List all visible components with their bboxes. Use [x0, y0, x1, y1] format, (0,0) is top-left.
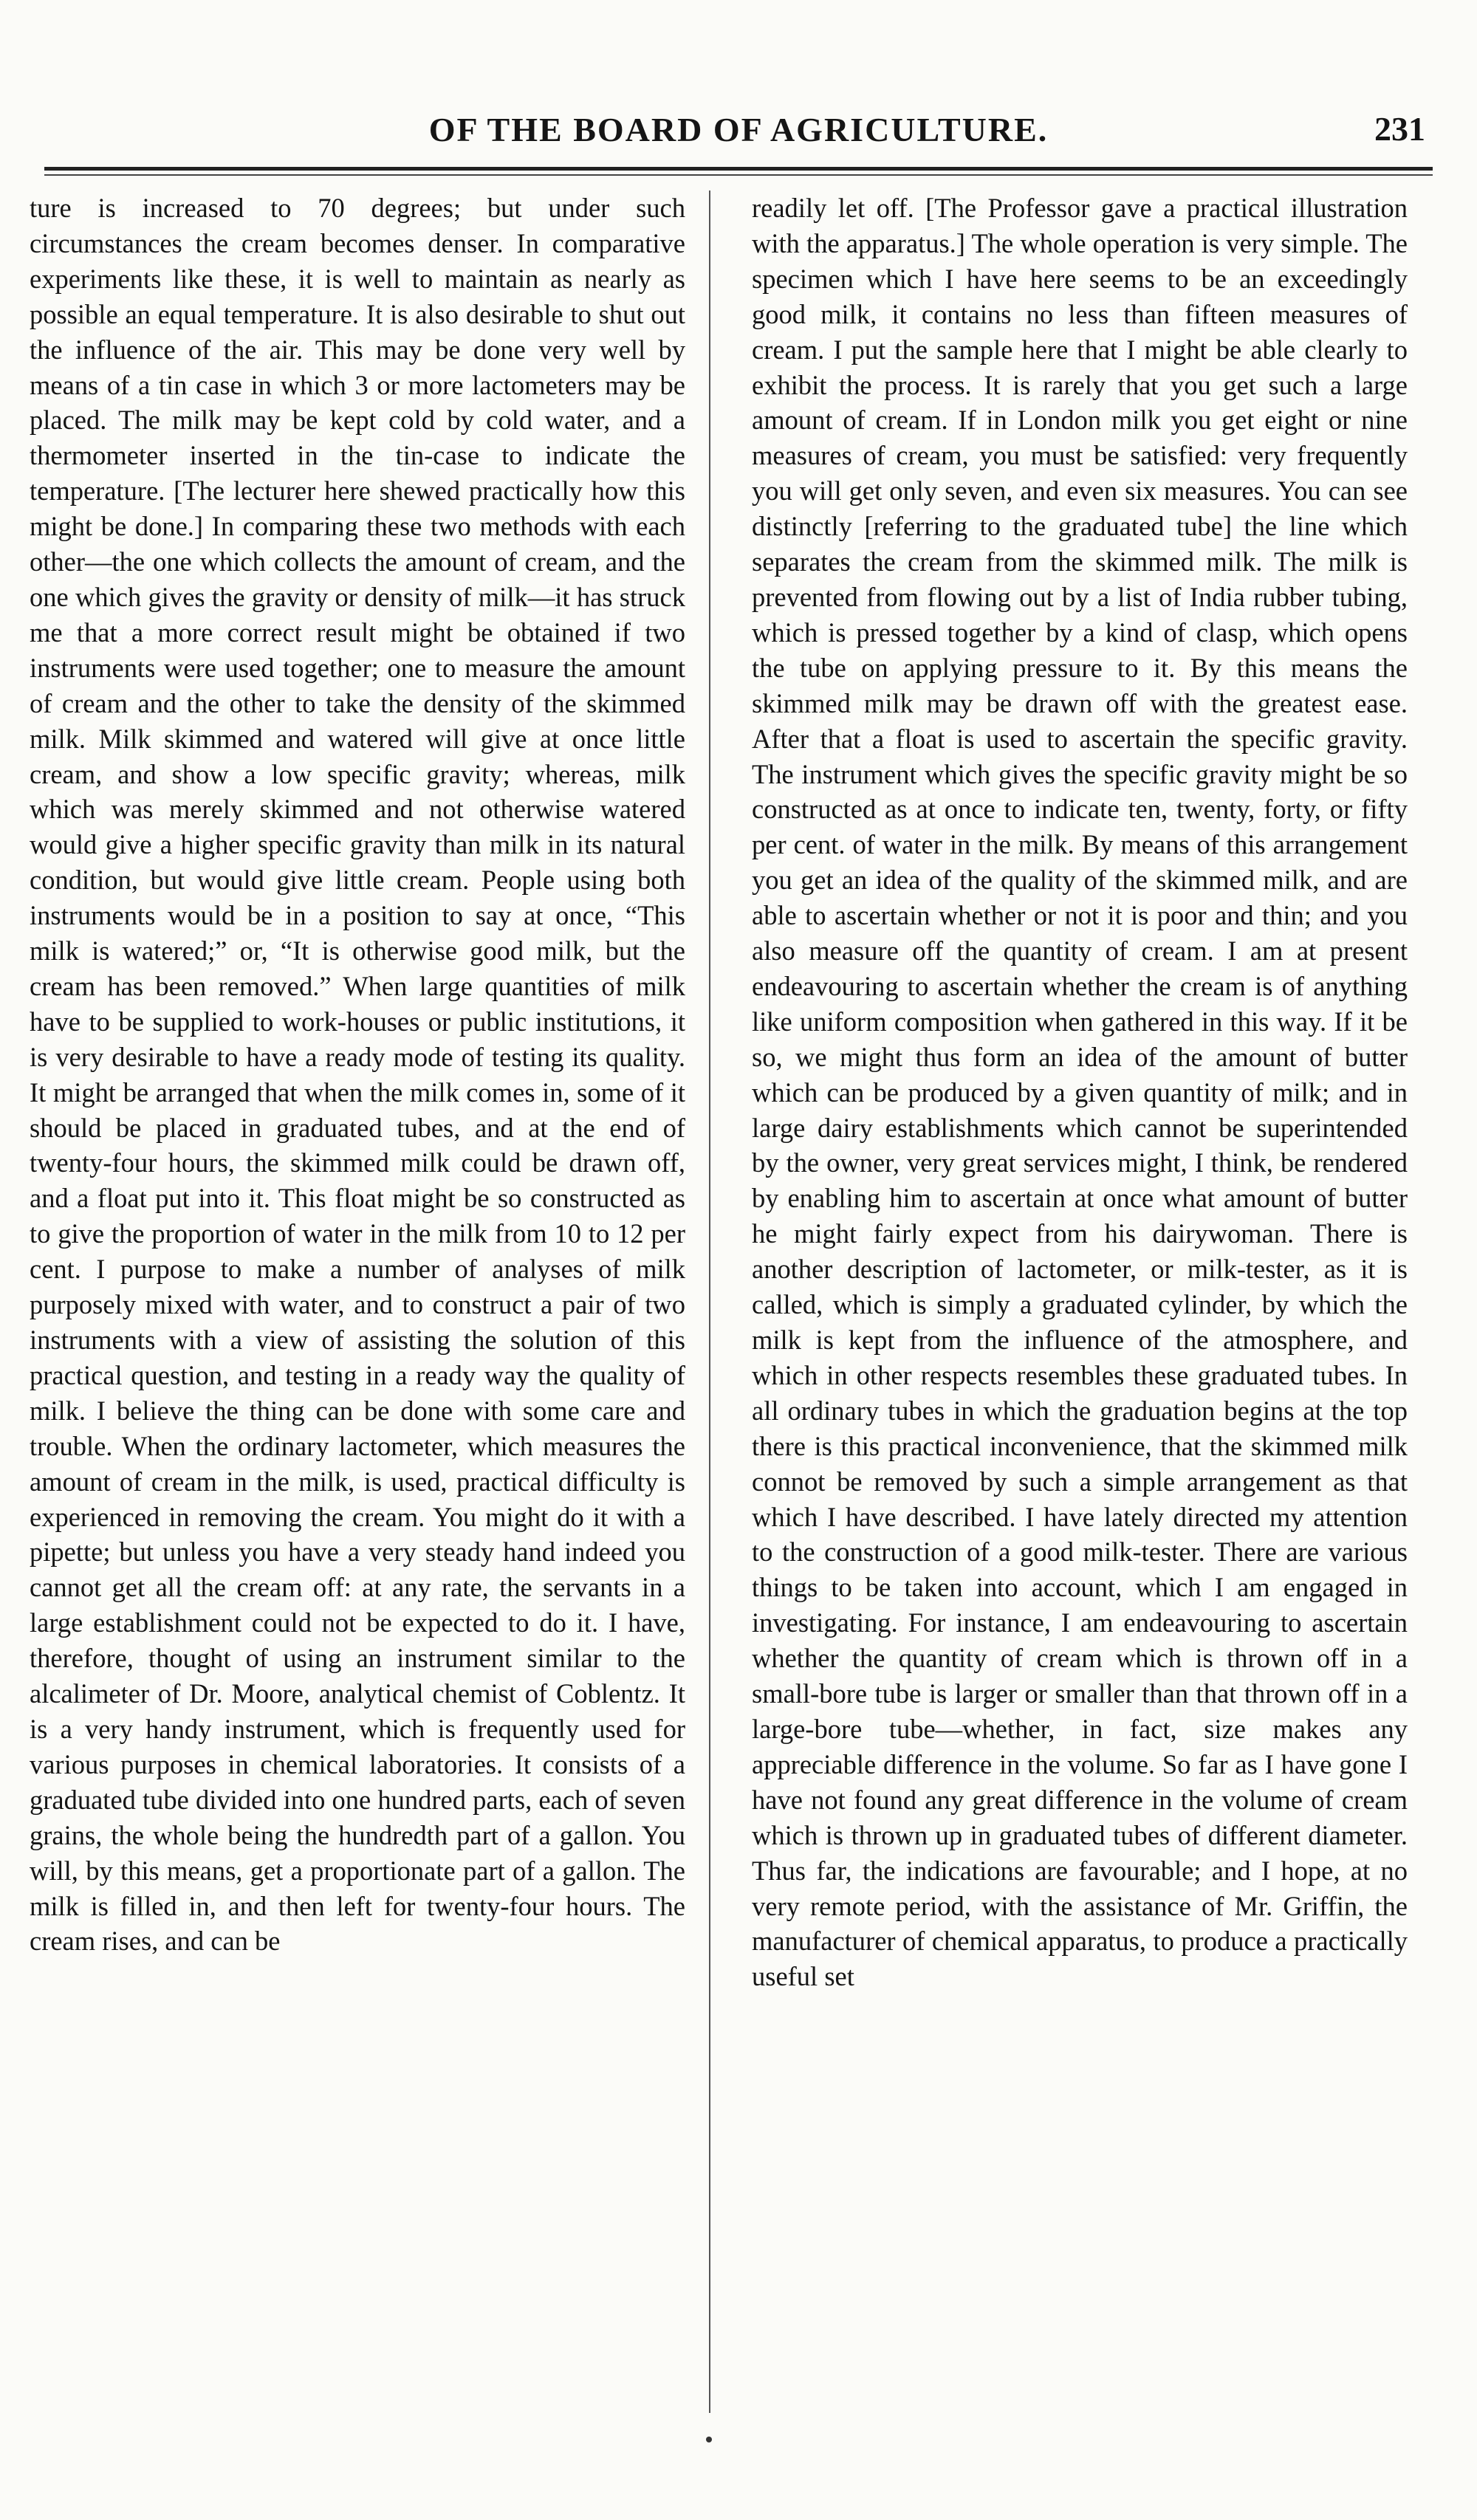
right-column [752, 190, 1408, 1994]
column-divider [709, 190, 710, 2413]
left-column-text: ture is increased to 70 degrees; but under such circumstances the cream becomes denser. In comparative experiments like these, it is well to maintain as nearly as possible an equal temperature. It is also desirable to shut out the influence of the air. This may be done very well by means of a tin case in which 3 or more lactometers may be placed. The milk may be kept cold by cold water, and a thermometer inserted in the tin-case to indicate the temperature. [The lecturer here shewed practically how this might be done.] In comparing these two methods with each other—the one which collects the amount of cream, and the one which gives the gravity or density of milk—it has struck me that a more correct result might be obtained if two instruments were used together; one to measure the amount of cream and the other to take the density of the skimmed milk. Milk skimmed and watered will give at once little cream, and show a low specific gravity; whereas, milk which was merely skimmed and not otherwise watered would give a higher specific gravity than milk in its natural condition, but would give little cream. People using both instruments would be in a position to say at once, “This milk is watered;” or, “It is otherwise good milk, but the cream has been removed.” When large quantities of milk have to be supplied to work-houses or public institutions, it is very desirable to have a ready mode of testing its quality. It might be arranged that when the milk comes in, some of it should be placed in graduated tubes, and at the end of twenty-four hours, the skimmed milk could be drawn off, and a float put into it. This float might be so constructed as to give the proportion of water in the milk from 10 to 12 per cent. I purpose to make a number of analyses of milk purposely mixed with water, and to construct a pair of two instruments with a view of assisting the solution of this practical question, and testing in a ready way the quality of milk. I believe the thing can be done with some care and trouble. When the ordinary lactometer, which measures the amount of cream in the milk, is used, practical difficulty is experienced in removing the cream. You might do it with a pipette; but unless you have a very steady hand indeed you cannot get all the cream off: at any rate, the servants in a large establishment could not be expected to do it. I have, therefore, thought of using an instrument similar to the alcalimeter of Dr. Moore, analytical chemist of Coblentz. It is a very handy instrument, which is frequently used for various purposes in chemical laboratories. It consists of a graduated tube divided into one hundred parts, each of seven grains, the whole being the hundredth part of a gallon. You will, by this means, get a proportionate part of a gallon. The milk is filled in, and then left for twenty-four hours. The cream rises, and can be [30, 193, 685, 1957]
left-column [30, 190, 685, 1959]
right-column-text: readily let off. [The Professor gave a practical illustration with the apparatus.] The whole operation is very simple. The specimen which I have here seems to be an exceedingly good milk, it contains no less than fifteen measures of cream. I put the sample here that I might be able clearly to exhibit the process. It is rarely that you get such a large amount of cream. If in London milk you get eight or nine measures of cream, you must be satisfied: very frequently you will get only seven, and even six measures. You can see distinctly [referring to the graduated tube] the line which separates the cream from the skimmed milk. The milk is prevented from flowing out by a list of India rubber tubing, which is pressed together by a kind of clasp, which opens the tube on applying pressure to it. By this means the skimmed milk may be drawn off with the greatest ease. After that a float is used to ascertain the specific gravity. The instrument which gives the specific gravity might be so constructed as at once to indicate ten, twenty, forty, or fifty per cent. of water in the milk. By means of this arrangement you get an idea of the quality of the skimmed milk, and are able to ascertain whether or not it is poor and thin; and you also measure off the quantity of cream. I am at present endeavouring to ascertain whether the cream is of anything like uniform composition when gathered in this way. If it be so, we might thus form an idea of the amount of butter which can be produced by a given quantity of milk; and in large dairy establishments which cannot be superintended by the owner, very great services might, I think, be rendered by enabling him to ascertain at once what amount of butter he might fairly expect from his dairywoman. There is another description of lactometer, or milk-tester, as it is called, which is simply a graduated cylinder, by which the milk is kept from the influence of the atmosphere, and which in other respects resembles these graduated tubes. In all ordinary tubes in which the graduation begins at the top there is this practical inconvenience, that the skimmed milk connot be removed by such a simple arrangement as that which I have described. I have lately directed my attention to the construction of a good milk-tester. There are various things to be taken into account, which I am engaged in investigating. For instance, I am endeavouring to ascertain whether the quantity of cream which is thrown off in a small-bore tube is larger or smaller than that thrown off in a large-bore tube—whether, in fact, size makes any appreciable difference in the volume. So far as I have gone I have not found any great difference in the volume of cream which is thrown up in graduated tubes of different diameter. Thus far, the indications are favourable; and I hope, at no very remote period, with the assistance of Mr. Griffin, the manufacturer of chemical apparatus, to produce a practically useful set [752, 193, 1408, 1992]
running-title: OF THE BOARD OF AGRICULTURE. [428, 110, 1049, 148]
running-header [44, 103, 1433, 155]
page-number: 231 [1374, 110, 1425, 148]
header-rule-thin [44, 174, 1433, 176]
header-rule-thick [44, 167, 1433, 171]
bottom-mark [706, 2437, 712, 2442]
